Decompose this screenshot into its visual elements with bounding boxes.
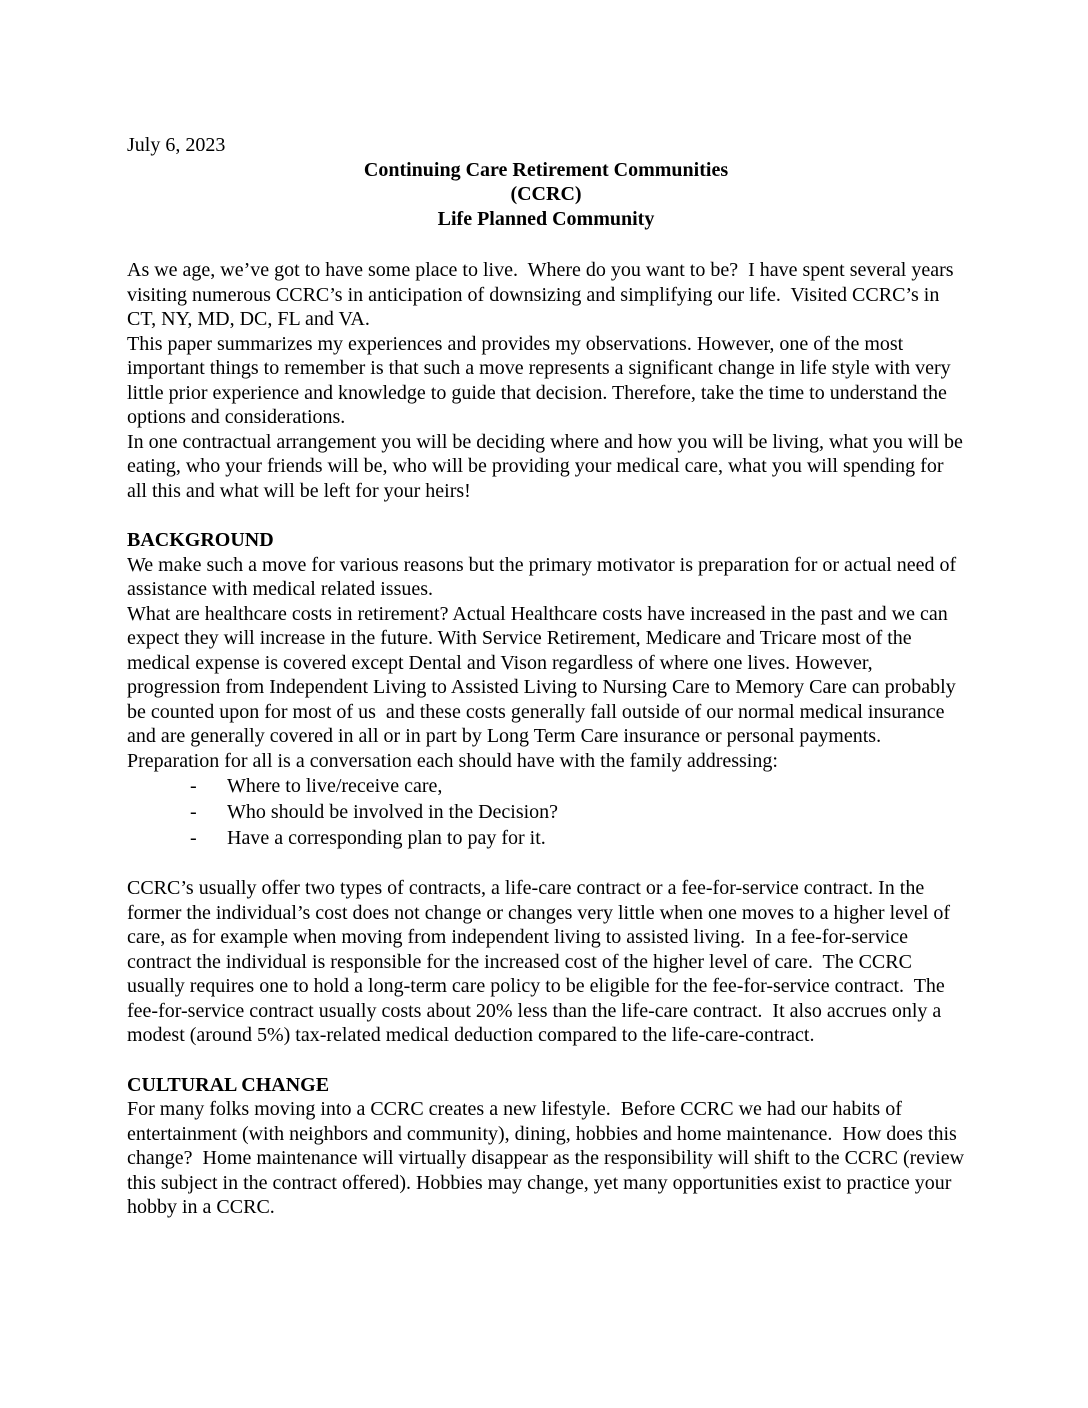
background-paragraph-1: We make such a move for various reasons but the primary motivator is preparation for or actual need of assistance with medical related issues. [127,553,962,600]
section-heading-background: BACKGROUND [127,529,274,551]
intro-paragraph-3: In one contractual arrangement you will be deciding where and how you will be living, what you will be eating, who your friends will be, who will be providing your medical care, what you will spending for all this and what will be left for your heirs! [127,430,968,502]
list-item-text: Where to live/receive care, [227,775,443,797]
title-line-1: Continuing Care Retirement Communities [363,158,729,181]
title-line-3: Life Planned Community [437,207,655,230]
cultural-paragraph-1: For many folks moving into a CCRC creates a new lifestyle. Before CCRC we had our habits of entertainment (with neighbors and community), dining, hobbies and home maintenance. How does this change? Home maintenance will virtually disappear as the responsibility will shift to the CCRC (review this subject in the contract offered). Hobbies may change, yet many opportunities exist to practice your hobby in a CCRC. [127,1098,970,1218]
intro-paragraph-1: As we age, we’ve got to have some place to live. Where do you want to be? I have spent several years visiting numerous CCRC’s in anticipation of downsizing and simplifying our life. Visited CCRC’s in CT, NY, MD, DC, FL and VA. [127,259,959,330]
title-line-2: (CCRC) [510,183,582,205]
dash-bullet: - [190,775,197,797]
blank-line [127,1048,965,1073]
section-heading-cultural-change: CULTURAL CHANGE [127,1073,330,1096]
contracts-paragraph: CCRC’s usually offer two types of contracts, a life-care contract or a fee-for-service contract. In the former the individual’s cost does not change or changes very little when one moves to a higher level of care, as for example when moving from independent living to assisted living. In a fee-for-service contract the individual is responsible for the increased cost of the higher level of care. The CCRC usually requires one to hold a long-term care policy to be eligible for the fee-for-service contract. The fee-for-service contract usually costs about 20% less than the life-care contract. It also accrues only a modest (around 5%) tax-related medical deduction compared to the life-care-contract. [127,877,956,1046]
dash-bullet: - [190,827,197,849]
document-title-block [127,158,965,232]
list-item [127,773,965,799]
list-item-text: Have a corresponding plan to pay for it. [227,827,546,849]
blank-line [127,851,965,876]
document-date: July 6, 2023 [127,134,226,156]
blank-line [127,231,965,258]
dash-bullet: - [190,801,197,823]
list-item-text: Who should be involved in the Decision? [227,801,559,823]
background-paragraph-2: What are healthcare costs in retirement? Actual Healthcare costs have increased in the past and we can expect they will increase in the future. With Service Retirement, Medicare and Tricare most of the medical expense is covered except Dental and Vison regardless of where one lives. However, progression from Independent Living to Assisted Living to Nursing Care to Memory Care can probably be counted upon for most of us and these costs generally fall outside of our normal medical insurance and are generally covered in all or in part by Long Term Care insurance or personal payments. [127,602,961,747]
family-discussion-list [127,773,965,851]
document-content [127,133,970,1220]
blank-line [127,503,965,528]
list-item [127,825,965,851]
background-paragraph-3: Preparation for all is a conversation each should have with the family addressing: [127,749,778,772]
intro-paragraph-2: This paper summarizes my experiences and provides my observations. However, one of the most important things to remember is that such a move represents a significant change in life style with very little prior experience and knowledge to guide that decision. Therefore, take the time to understand the options and considerations. [127,332,956,428]
list-item [127,799,965,825]
